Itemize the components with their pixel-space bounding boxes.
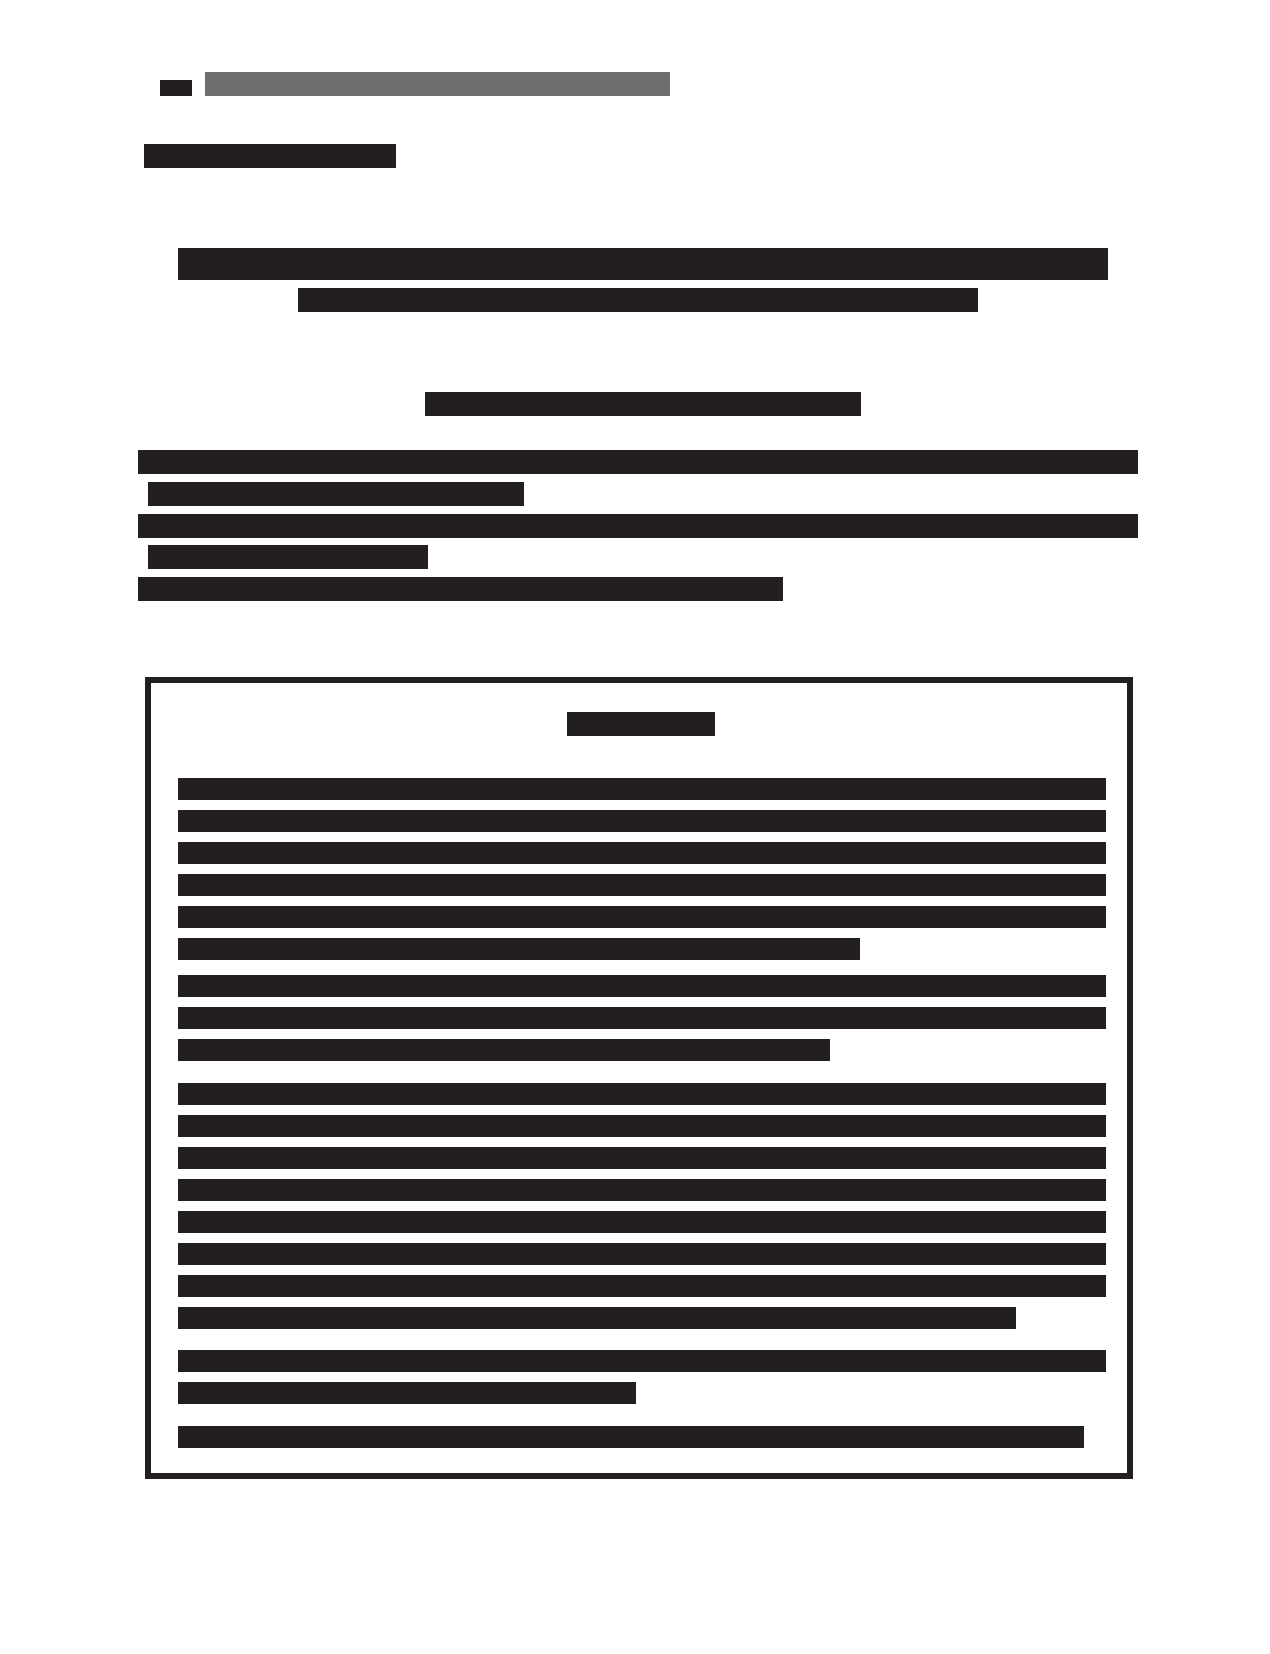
affiliation-3-line-1 [138, 577, 783, 601]
title-line-2 [298, 288, 978, 312]
paragraph-line [178, 1083, 1106, 1105]
paragraph-line [178, 874, 1106, 896]
paragraph-line [178, 842, 1106, 864]
author-list [425, 392, 861, 416]
paragraph-line [178, 975, 1106, 997]
abstract-heading [567, 712, 715, 736]
section-label [144, 144, 396, 168]
paragraph-line [178, 938, 860, 960]
paragraph-line [178, 1243, 1106, 1265]
paragraph-line [178, 1147, 1106, 1169]
page-number [160, 80, 192, 96]
paragraph-line [178, 778, 1106, 800]
paragraph-line [178, 906, 1106, 928]
paragraph-line [178, 1007, 1106, 1029]
paragraph-line [178, 1275, 1106, 1297]
paragraph-line [178, 1115, 1106, 1137]
paragraph-line [178, 810, 1106, 832]
paragraph-line [178, 1350, 1106, 1372]
paragraph-line [178, 1039, 830, 1061]
paragraph-line [178, 1211, 1106, 1233]
affiliation-1-line-1 [138, 450, 1138, 474]
paragraph-line [178, 1307, 1016, 1329]
affiliation-1-line-2 [148, 482, 524, 506]
paragraph-line [178, 1382, 636, 1404]
paragraph-line [178, 1426, 1084, 1448]
title-line-1 [178, 248, 1108, 280]
affiliation-2-line-2 [148, 545, 428, 569]
paragraph-line [178, 1179, 1106, 1201]
running-head [205, 72, 670, 96]
affiliation-2-line-1 [138, 514, 1138, 538]
